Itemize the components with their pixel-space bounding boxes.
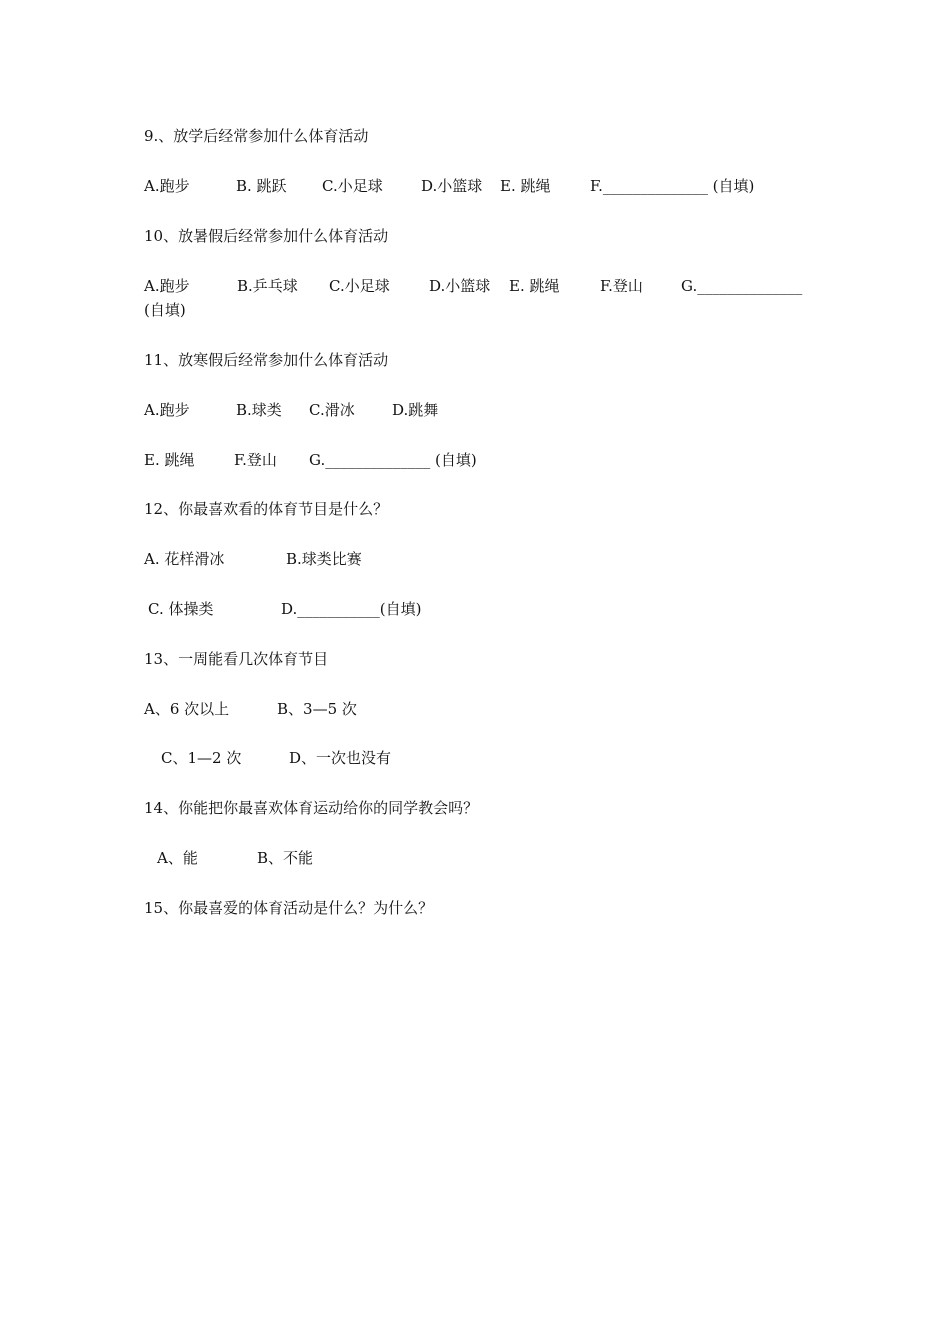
question-12: 12、你最喜欢看的体育节目是什么？ <box>144 500 389 518</box>
question-11: 11、放寒假后经常参加什么体育活动 <box>144 351 389 369</box>
q11-option-a: A.跑步 <box>144 401 190 419</box>
q9-option-b: B. 跳跃 <box>236 177 287 195</box>
q12-option-d: D.___________(自填) <box>281 600 422 618</box>
q10-option-e: E. 跳绳 <box>509 277 560 295</box>
q12-option-b: B.球类比赛 <box>286 550 362 568</box>
q13-option-a: A、6 次以上 <box>144 700 230 718</box>
question-10: 10、放暑假后经常参加什么体育活动 <box>144 227 389 245</box>
q11-option-g: G.______________ (自填) <box>309 451 477 469</box>
q10-option-a: A.跑步 <box>144 277 190 295</box>
q10-option-g-note: (自填) <box>144 301 186 319</box>
q9-option-d: D.小篮球 <box>421 177 483 195</box>
q13-option-c: C、1—2 次 <box>161 749 242 767</box>
q11-option-f: F.登山 <box>234 451 277 469</box>
q11-option-e: E. 跳绳 <box>144 451 195 469</box>
q10-option-g: G.______________ <box>681 277 803 295</box>
q10-option-c: C.小足球 <box>329 277 390 295</box>
q12-option-a: A. 花样滑冰 <box>144 550 225 568</box>
question-13: 13、一周能看几次体育节目 <box>144 650 329 668</box>
q10-option-b: B.乒乓球 <box>237 277 298 295</box>
q10-option-f: F.登山 <box>600 277 643 295</box>
q9-option-a: A.跑步 <box>144 177 190 195</box>
question-14: 14、你能把你最喜欢体育运动给你的同学教会吗？ <box>144 799 479 817</box>
q14-option-a: A、能 <box>157 849 198 867</box>
q13-option-b: B、3—5 次 <box>277 700 357 718</box>
q10-option-d: D.小篮球 <box>429 277 491 295</box>
q11-option-c: C.滑冰 <box>309 401 355 419</box>
q13-option-d: D、一次也没有 <box>289 749 392 767</box>
q9-option-e: E. 跳绳 <box>500 177 551 195</box>
q9-option-f: F.______________ (自填) <box>590 177 755 195</box>
question-15: 15、你最喜爱的体育活动是什么？为什么？ <box>144 899 434 917</box>
question-9: 9.、放学后经常参加什么体育活动 <box>144 127 369 145</box>
q9-option-c: C.小足球 <box>322 177 383 195</box>
q11-option-b: B.球类 <box>236 401 282 419</box>
q14-option-b: B、不能 <box>257 849 314 867</box>
q12-option-c: C. 体操类 <box>148 600 214 618</box>
q11-option-d: D.跳舞 <box>392 401 439 419</box>
